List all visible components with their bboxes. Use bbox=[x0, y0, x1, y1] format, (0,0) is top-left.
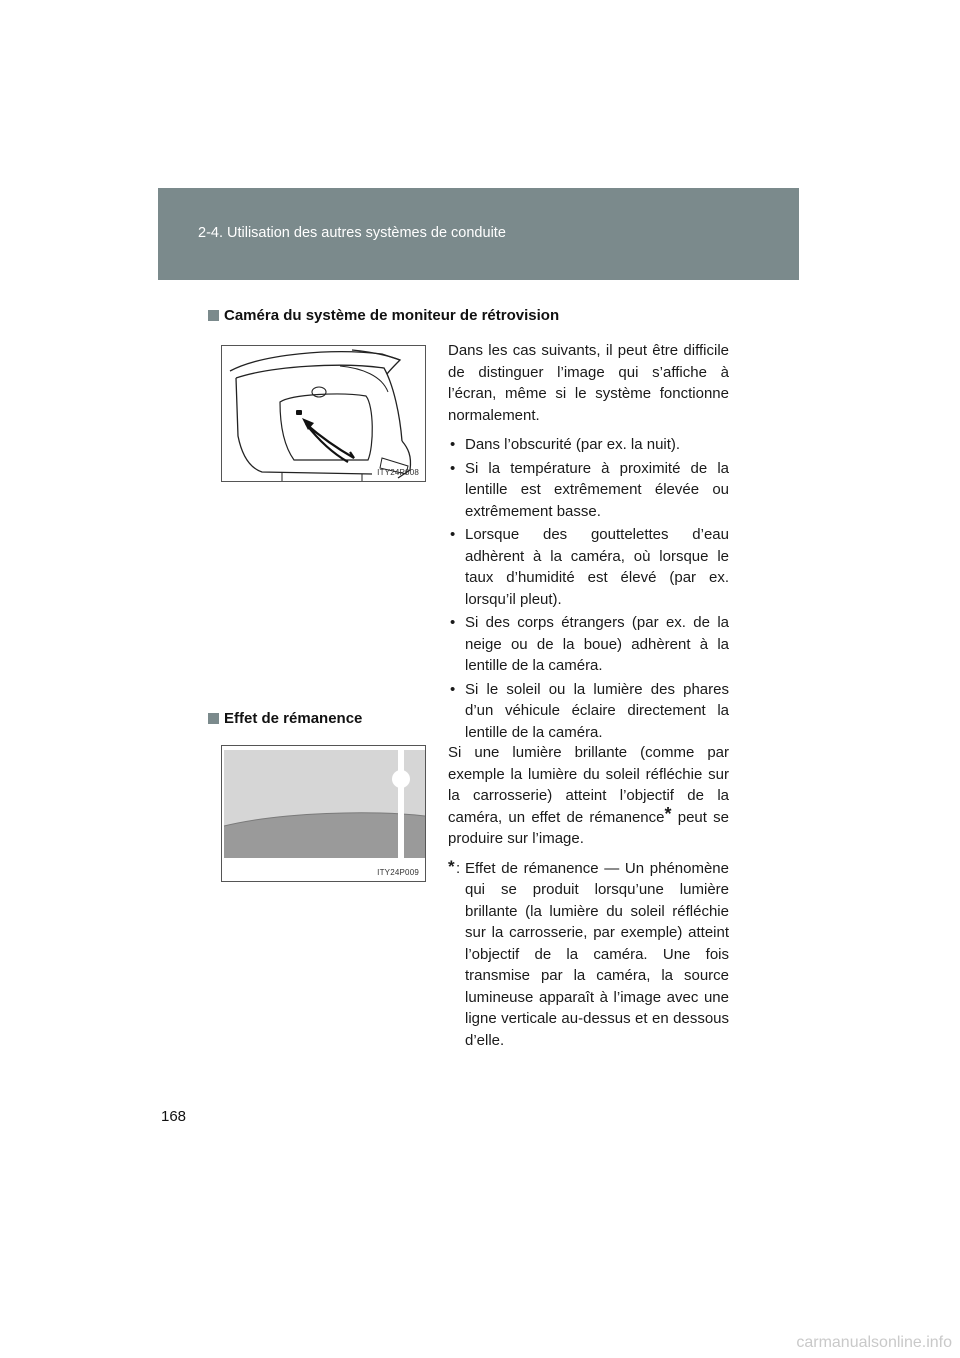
figure-code: ITY24P008 bbox=[377, 468, 419, 477]
figure-smear-effect bbox=[221, 745, 426, 882]
section-heading-text: Caméra du système de moniteur de rétrovision bbox=[224, 307, 560, 324]
section-heading-text: Effet de rémanence bbox=[224, 710, 363, 727]
list-item: • Si le soleil ou la lumière des phares d’un véhicule éclaire directement la lentille de la caméra. bbox=[450, 680, 729, 741]
footnote-asterisk: * bbox=[448, 856, 455, 876]
asterisk-marker: * bbox=[664, 803, 672, 824]
watermark: carmanualsonline.info bbox=[796, 1334, 952, 1351]
section-heading-camera bbox=[208, 307, 559, 324]
list-item: • Si des corps étrangers (par ex. de la neige ou de la boue) adhèrent à la lentille de la caméra. bbox=[450, 614, 729, 674]
intro-paragraph: Dans les cas suivants, il peut être difficile de distinguer l’image qui s’affiche à l’écran, même si le système fonctionne normalement. bbox=[448, 342, 729, 424]
conditions-list bbox=[448, 434, 729, 743]
section-heading-smear bbox=[208, 710, 362, 727]
footnote: * : Effet de rémanence — Un phénomène qui se produit lorsqu’une lumière brillante (la lumière du soleil réfléchie sur la carrosserie, par exemple) atteint l’objectif de la caméra. Une fois transmise par la caméra, la source lumineuse apparaît à l’image avec une ligne verticale au-dessus et en dessous d’elle. bbox=[448, 856, 729, 1049]
smear-effect-illustration bbox=[222, 746, 426, 882]
page-number: 168 bbox=[161, 1108, 187, 1125]
list-item: • Lorsque des gouttelettes d’eau adhèrent à la caméra, où lorsque le taux d’humidité est élevé (par ex. lorsqu’il pleut). bbox=[450, 526, 729, 608]
figure-code: ITY24P009 bbox=[377, 868, 419, 877]
chapter-header-bar bbox=[158, 188, 799, 280]
figure-rear-camera bbox=[221, 345, 426, 482]
chapter-title: 2-4. Utilisation des autres systèmes de conduite bbox=[198, 225, 506, 241]
smear-paragraph: Si une lumière brillante (comme par exemple la lumière du soleil réfléchie sur la carrosserie) atteint l’objectif de la caméra, un effet de rémanence* peut se produire sur l’image. bbox=[448, 744, 729, 847]
footnote-text: Effet de rémanence — Un phénomène qui se produit lorsqu’une lumière brillante (la lumière du soleil réfléchie sur la carrosserie, par exemple) atteint l’objectif de la caméra. Une fois transmise par la caméra, la source lumineuse apparaît à l’image avec une ligne verticale au-dessus et en dessous d’elle. bbox=[465, 859, 729, 1049]
list-item: • Dans l’obscurité (par ex. la nuit). bbox=[450, 436, 681, 453]
smear-text-column bbox=[448, 742, 729, 1051]
square-bullet-icon bbox=[208, 310, 219, 321]
camera-text-column bbox=[448, 340, 729, 745]
square-bullet-icon bbox=[208, 713, 219, 724]
list-item: • Si la température à proximité de la lentille est extrêmement élevée ou extrêmement basse. bbox=[450, 459, 729, 520]
rear-hatch-camera-illustration bbox=[222, 346, 426, 482]
